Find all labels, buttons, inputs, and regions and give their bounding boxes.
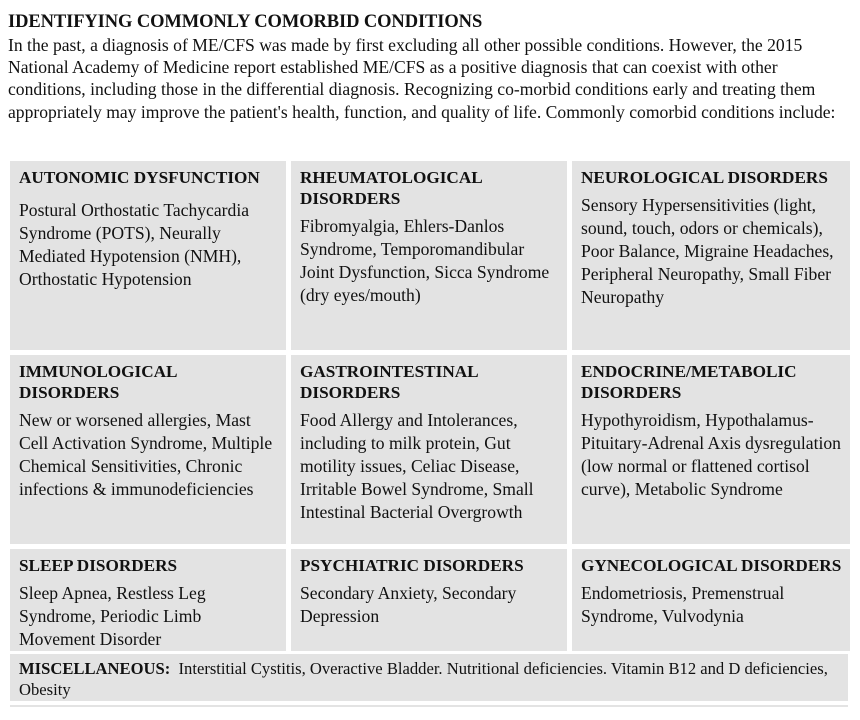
condition-cell-gynecological [572, 549, 850, 651]
miscellaneous-label: MISCELLANEOUS: [19, 659, 171, 678]
condition-heading: PSYCHIATRIC DISORDERS [300, 556, 524, 575]
condition-body: Endometriosis, Premenstrual Syndrome, Vulvodynia [581, 583, 785, 626]
condition-cell-autonomic [10, 161, 286, 350]
miscellaneous-row [10, 654, 848, 701]
condition-cell-sleep [10, 549, 286, 651]
condition-cell-psychiatric [291, 549, 567, 651]
condition-body: Hypothyroidism, Hypothalamus-Pituitary-Adrenal Axis dysregulation (low normal or flattened cortisol curve), Metabolic Syndrome [581, 410, 841, 499]
condition-heading: NEUROLOGICAL DISORDERS [581, 168, 828, 187]
condition-heading: GASTROINTESTINAL DISORDERS [300, 362, 478, 402]
condition-heading: SLEEP DISORDERS [19, 556, 178, 575]
condition-cell-immunological [10, 355, 286, 544]
condition-heading: AUTONOMIC DYSFUNCTION [19, 168, 260, 187]
condition-body: New or worsened allergies, Mast Cell Activation Syndrome, Multiple Chemical Sensitivities, Chronic infections & immunodeficiencies [19, 410, 273, 499]
condition-body: Food Allergy and Intolerances, including to milk protein, Gut motility issues, Celiac Disease, Irritable Bowel Syndrome, Small Intestinal Bacterial Overgrowth [300, 410, 534, 522]
condition-heading: RHEUMATOLOGICAL DISORDERS [300, 168, 482, 208]
conditions-grid [10, 161, 850, 651]
condition-cell-neurological [572, 161, 850, 350]
miscellaneous-body: Interstitial Cystitis, Overactive Bladder. Nutritional deficiencies. Vitamin B12 and D deficiencies, Obesity [19, 659, 828, 699]
condition-cell-rheumatological [291, 161, 567, 350]
condition-body: Secondary Anxiety, Secondary Depression [300, 583, 517, 626]
condition-body: Sensory Hypersensitivities (light, sound, touch, odors or chemicals), Poor Balance, Migraine Headaches, Peripheral Neuropathy, Small Fiber Neuropathy [581, 195, 834, 307]
condition-cell-endocrine [572, 355, 850, 544]
condition-cell-gastrointestinal [291, 355, 567, 544]
condition-body: Fibromyalgia, Ehlers-Danlos Syndrome, Temporomandibular Joint Dysfunction, Sicca Syndrome (dry eyes/mouth) [300, 216, 550, 305]
condition-heading: GYNECOLOGICAL DISORDERS [581, 556, 842, 575]
condition-body: Sleep Apnea, Restless Leg Syndrome, Periodic Limb Movement Disorder [19, 583, 206, 649]
intro-paragraph: In the past, a diagnosis of ME/CFS was made by first excluding all other possible conditions. However, the 2015 National Academy of Medicine report established ME/CFS as a positive diagnosis that can coexist with other conditions, including those in the differential diagnosis. Recognizing co-morbid conditions early and treating them appropriately may improve the patient's health, function, and quality of life. Commonly comorbid conditions include: [8, 35, 836, 122]
condition-heading: IMMUNOLOGICAL DISORDERS [19, 362, 177, 402]
condition-heading: ENDOCRINE/METABOLIC DISORDERS [581, 362, 797, 402]
divider [10, 705, 848, 707]
condition-body: Postural Orthostatic Tachycardia Syndrome (POTS), Neurally Mediated Hypotension (NMH), Orthostatic Hypotension [19, 200, 250, 289]
page-title: IDENTIFYING COMMONLY COMORBID CONDITIONS [8, 12, 483, 32]
